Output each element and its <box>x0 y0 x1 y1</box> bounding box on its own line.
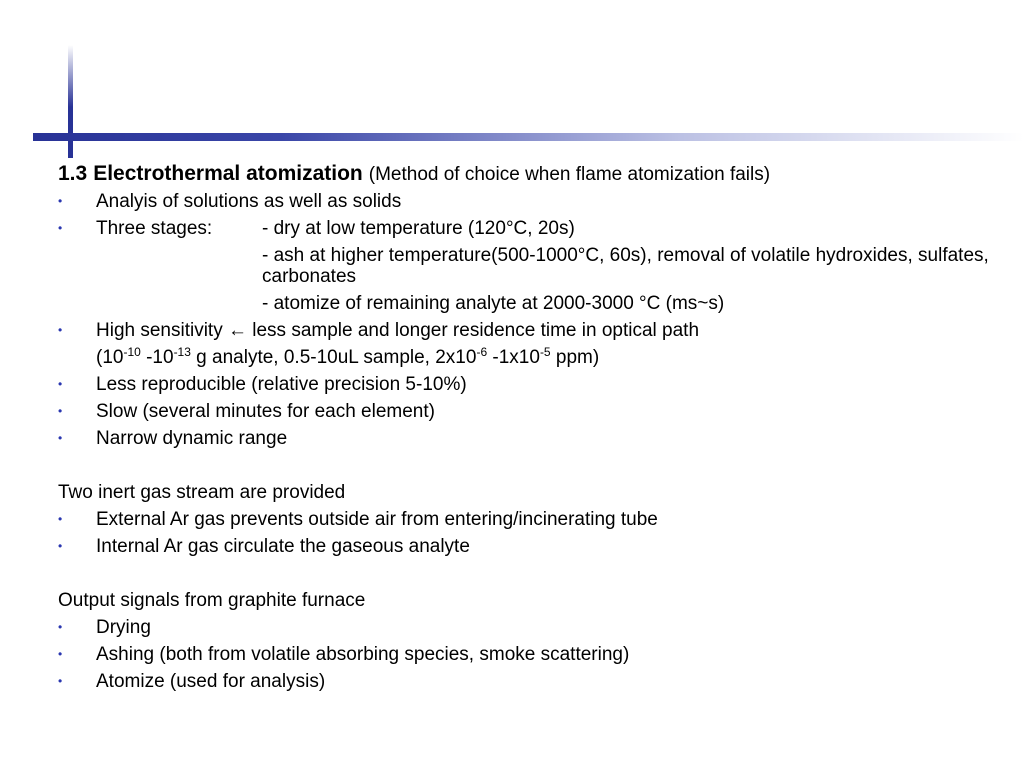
slide-content <box>58 160 998 695</box>
list-item <box>58 506 998 533</box>
bullet-icon: • <box>58 674 63 688</box>
stages-label: Three stages: <box>96 218 213 239</box>
bullet-icon: • <box>58 539 63 553</box>
bullet-icon: • <box>58 431 63 445</box>
detail-sup: -6 <box>476 345 488 359</box>
spacer <box>58 560 998 587</box>
list-item <box>58 371 998 398</box>
list-item <box>58 425 998 452</box>
section-note: (Method of choice when flame atomization fails) <box>368 164 771 185</box>
bullet-icon: • <box>58 404 63 418</box>
detail-part: ppm) <box>550 347 600 368</box>
stage-atomize: - atomize of remaining analyte at 2000-3000 °C (ms~s) <box>262 293 725 314</box>
section-number: 1.3 <box>58 162 88 185</box>
detail-sup: -10 <box>123 345 141 359</box>
bullet-text: Internal Ar gas circulate the gaseous analyte <box>96 536 470 557</box>
detail-sup: -13 <box>173 345 191 359</box>
bullet-icon: • <box>58 194 63 208</box>
section-title: Electrothermal atomization <box>93 162 363 185</box>
bullet-text: Atomize (used for analysis) <box>96 671 326 692</box>
bullet-icon: • <box>58 377 63 391</box>
bullet-text: Analyis of solutions as well as solids <box>96 191 402 212</box>
bullet-text: Narrow dynamic range <box>96 428 288 449</box>
detail-part: g analyte, 0.5-10uL sample, 2x10 <box>190 347 477 368</box>
bullet-icon: • <box>58 221 63 235</box>
list-item <box>58 533 998 560</box>
bullet-icon: • <box>58 647 63 661</box>
bullet-text: Ashing (both from volatile absorbing species, smoke scattering) <box>96 644 630 665</box>
stage-ash: - ash at higher temperature(500-1000°C, 60s), removal of volatile hydroxides, sulfates, carbonates <box>262 245 989 287</box>
gas-heading: Two inert gas stream are provided <box>58 482 346 503</box>
list-item <box>58 668 998 695</box>
output-heading: Output signals from graphite furnace <box>58 590 366 611</box>
section-heading <box>58 160 998 188</box>
bullet-icon: • <box>58 323 63 337</box>
bullet-icon: • <box>58 512 63 526</box>
detail-part: (10 <box>96 347 124 368</box>
spacer <box>58 452 998 479</box>
bullet-icon: • <box>58 620 63 634</box>
sensitivity-detail <box>96 344 998 371</box>
detail-sup: -5 <box>539 345 551 359</box>
list-item <box>58 398 998 425</box>
bullet-text: High sensitivity ← less sample and longer residence time in optical path <box>96 320 700 341</box>
detail-part: -10 <box>140 347 174 368</box>
list-item <box>58 641 998 668</box>
list-item <box>58 188 998 215</box>
list-item <box>58 317 998 344</box>
decorative-vertical-bar <box>68 45 73 158</box>
bullet-text: Drying <box>96 617 151 638</box>
list-item <box>58 215 998 242</box>
decorative-horizontal-bar <box>33 133 1024 141</box>
bullet-text: Less reproducible (relative precision 5-10%) <box>96 374 467 395</box>
detail-part: -1x10 <box>487 347 540 368</box>
list-item <box>58 614 998 641</box>
bullet-text: External Ar gas prevents outside air from entering/incinerating tube <box>96 509 658 530</box>
stage-dry: - dry at low temperature (120°C, 20s) <box>262 218 575 239</box>
bullet-text: Slow (several minutes for each element) <box>96 401 435 422</box>
